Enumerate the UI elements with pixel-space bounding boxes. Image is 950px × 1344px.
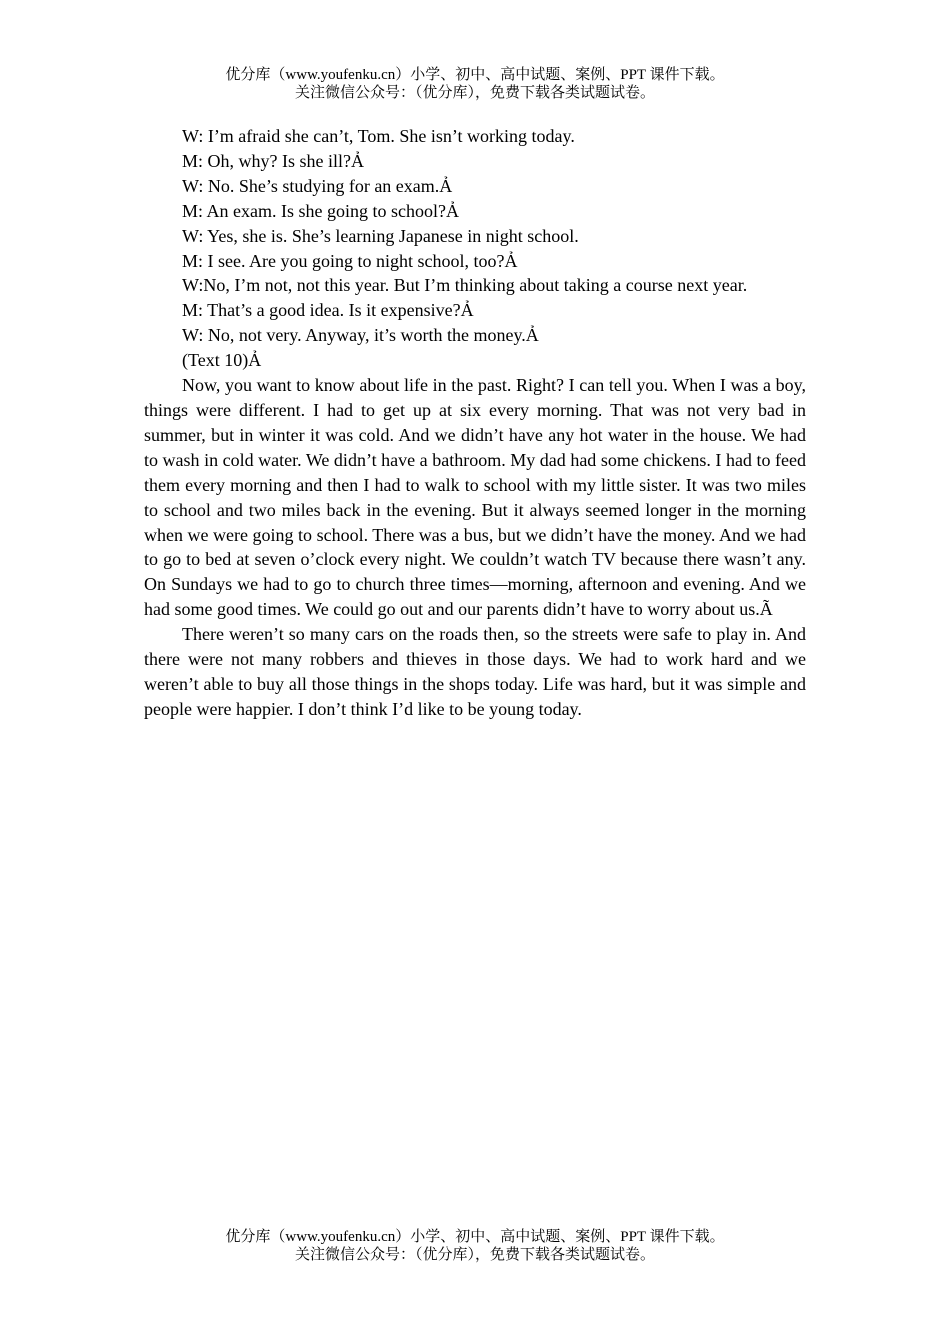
- header-line-1: 优分库（www.youfenku.cn）小学、初中、高中试题、案例、PPT 课件下载。: [225, 67, 725, 83]
- footer-line-2: 关注微信公众号：（优分库），免费下载各类试题试卷。: [294, 1247, 655, 1263]
- footer-line-1: 优分库（www.youfenku.cn）小学、初中、高中试题、案例、PPT 课件下载。: [225, 1229, 725, 1245]
- page-footer: [0, 1228, 950, 1264]
- dialogue-line-9: W: No, not very. Anyway, it’s worth the money.Ả: [182, 325, 539, 346]
- paragraph-life-in-the-past: Now, you want to know about life in the past. Right? I can tell you. When I was a boy, things were different. I had to get up at six every morning. That was not very bad in summer, but in winter it was cold. And we didn’t have any hot water in the house. We had to wash in cold water. We didn’t have a bathroom. My dad had some chickens. I had to feed them every morning and then I had to walk to school with my little sister. It was two miles to school and two miles back in the evening. But it always seemed longer in the morning when we were going to school. There was a bus, but we didn’t have the money. And we had to go to bed at seven o’clock every night. We couldn’t watch TV because there wasn’t any. On Sundays we had to go to church three times—morning, afternoon and evening. And we had some good times. We could go out and our parents didn’t have to worry about us.Ã: [144, 375, 806, 620]
- dialogue-line-4: M: An exam. Is she going to school?Ả: [182, 200, 459, 221]
- dialogue-line-3: W: No. She’s studying for an exam.Ả: [182, 175, 453, 196]
- header-line-2: 关注微信公众号：（优分库），免费下载各类试题试卷。: [294, 85, 655, 101]
- dialogue-line-8: M: That’s a good idea. Is it expensive?Ả: [182, 300, 474, 321]
- dialogue-line-1: W: I’m afraid she can’t, Tom. She isn’t working today.: [182, 126, 575, 146]
- document-body: [144, 124, 806, 722]
- dialogue-line-2: M: Oh, why? Is she ill?Ả: [182, 150, 364, 171]
- dialogue-line-6: M: I see. Are you going to night school, too?Ả: [182, 250, 518, 271]
- text-number-heading: (Text 10)Ả: [182, 350, 262, 371]
- dialogue-line-5: W: Yes, she is. She’s learning Japanese in night school.: [182, 225, 579, 246]
- page-header: [0, 66, 950, 102]
- paragraph-streets-safe: There weren’t so many cars on the roads then, so the streets were safe to play in. And there were not many robbers and thieves in those days. We had to work hard and we weren’t able to buy all those things in the shops today. Life was hard, but it was simple and people were happier. I don’t think I’d like to be young today.: [144, 624, 806, 719]
- dialogue-line-7: W:No, I’m not, not this year. But I’m thinking about taking a course next year.: [182, 275, 748, 296]
